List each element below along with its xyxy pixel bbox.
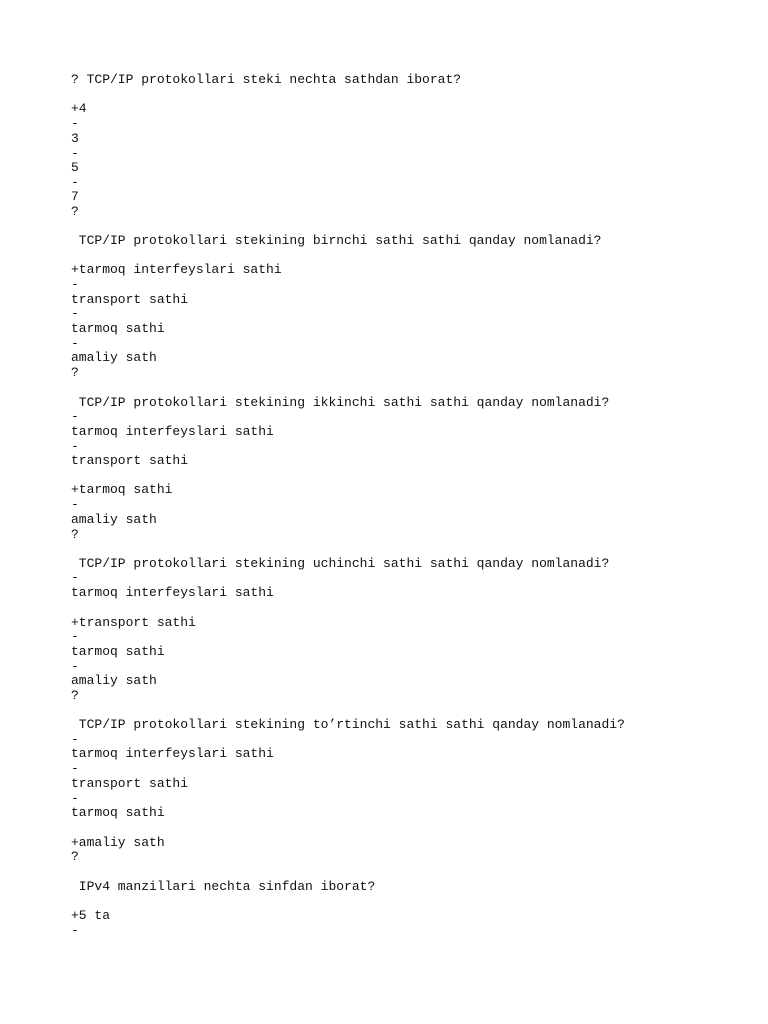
question-mark: ? (71, 527, 79, 542)
separator: - (71, 439, 79, 454)
answer-line: tarmoq interfeyslari sathi (71, 424, 274, 439)
question-mark: ? (71, 365, 79, 380)
answer-line: +4 (71, 101, 87, 116)
separator: - (71, 175, 79, 190)
separator: - (71, 761, 79, 776)
answer-line: tarmoq sathi (71, 805, 165, 820)
answer-line: amaliy sath (71, 673, 157, 688)
answer-line: amaliy sath (71, 350, 157, 365)
separator: - (71, 409, 79, 424)
answer-line: +5 ta (71, 908, 111, 923)
answer-line: 7 (71, 189, 79, 204)
separator: - (71, 732, 79, 747)
separator: - (71, 277, 79, 292)
separator: - (71, 659, 79, 674)
question-6: IPv4 manzillari nechta sinfdan iborat? (71, 879, 376, 894)
answer-line: 3 (71, 131, 79, 146)
question-mark: ? (71, 204, 79, 219)
separator: - (71, 629, 79, 644)
separator: - (71, 923, 79, 938)
answer-line: +amaliy sath (71, 835, 165, 850)
separator: - (71, 791, 79, 806)
separator: - (71, 146, 79, 161)
question-mark: ? (71, 849, 79, 864)
separator: - (71, 570, 79, 585)
answer-line: 5 (71, 160, 79, 175)
question-mark: ? (71, 688, 79, 703)
separator: - (71, 497, 79, 512)
answer-line: tarmoq sathi (71, 321, 165, 336)
question-1: ? TCP/IP protokollari steki nechta sathdan iborat? (71, 72, 462, 87)
separator: - (71, 116, 79, 131)
question-3: TCP/IP protokollari stekining ikkinchi sathi sathi qanday nomlanadi? (71, 395, 610, 410)
answer-line: transport sathi (71, 453, 189, 468)
answer-line: +tarmoq interfeyslari sathi (71, 262, 282, 277)
question-5: TCP/IP protokollari stekining to’rtinchi sathi sathi qanday nomlanadi? (71, 717, 625, 732)
answer-line: tarmoq interfeyslari sathi (71, 746, 274, 761)
answer-line: tarmoq sathi (71, 644, 165, 659)
question-2: TCP/IP protokollari stekining birnchi sathi sathi qanday nomlanadi? (71, 233, 602, 248)
answer-line: transport sathi (71, 776, 189, 791)
separator: - (71, 336, 79, 351)
answer-line: tarmoq interfeyslari sathi (71, 585, 274, 600)
answer-line: amaliy sath (71, 512, 157, 527)
question-4: TCP/IP protokollari stekining uchinchi sathi sathi qanday nomlanadi? (71, 556, 610, 571)
answer-line: +tarmoq sathi (71, 482, 173, 497)
answer-line: transport sathi (71, 292, 189, 307)
separator: - (71, 306, 79, 321)
answer-line: +transport sathi (71, 615, 196, 630)
